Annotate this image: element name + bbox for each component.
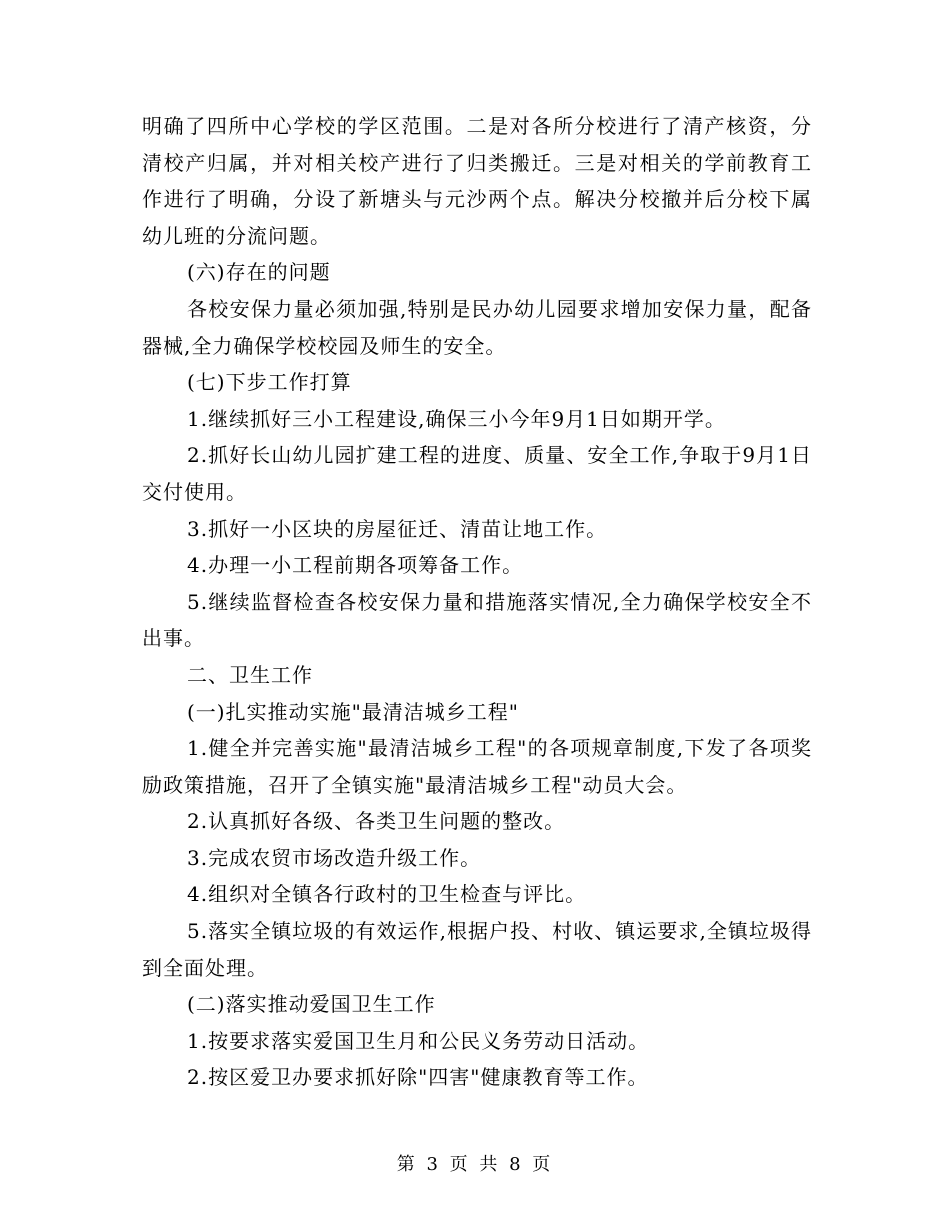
list-item-12: 2.按区爱卫办要求抓好除"四害"健康教育等工作。 [187,1065,649,1090]
list-item-4: 4.办理一小工程前期各项筹备工作。 [187,553,524,578]
subsection-heading-patriotic-health: (二)落实推动爱国卫生工作 [187,992,436,1017]
section-heading-health: 二、卫生工作 [187,662,313,687]
section-heading-issues: (六)存在的问题 [187,260,331,285]
section-heading-next-steps: (七)下步工作打算 [187,370,352,395]
list-item-7: 2.认真抓好各级、各类卫生问题的整改。 [187,809,566,834]
list-item-2: 2.抓好长山幼儿园扩建工程的进度、质量、安全工作,争取于9月1日交付使用。 [142,443,812,504]
list-item-3: 3.抓好一小区块的房屋征迁、清苗让地工作。 [187,516,608,541]
subsection-heading-clean-project: (一)扎实推动实施"最清洁城乡工程" [187,699,520,724]
list-item-9: 4.组织对全镇各行政村的卫生检查与评比。 [187,882,587,907]
document-body [142,108,812,1096]
list-item-6: 1.健全并完善实施"最清洁城乡工程"的各项规章制度,下发了各项奖励政策措施，召开了全镇实施"最清洁城乡工程"动员大会。 [142,736,812,797]
page-number-footer: 第 3 页 共 8 页 [396,1154,554,1175]
list-item-5: 5.继续监督检查各校安保力量和措施落实情况,全力确保学校安全不出事。 [142,589,812,651]
paragraph-3: 各校安保力量必须加强,特别是民办幼儿园要求增加安保力量，配备器械,全力确保学校校园及师生的安全。 [142,296,812,358]
paragraph-1: 明确了四所中心学校的学区范围。二是对各所分校进行了清产核资，分清校产归属，并对相关校产进行了归类搬迁。三是对相关的学前教育工作进行了明确，分设了新塘头与元沙两个点。解决分校撤并后分校下属幼儿班的分流问题。 [142,114,812,248]
list-item-11: 1.按要求落实爱国卫生月和公民义务劳动日活动。 [187,1028,650,1053]
list-item-8: 3.完成农贸市场改造升级工作。 [187,845,482,870]
list-item-1: 1.继续抓好三小工程建设,确保三小今年9月1日如期开学。 [187,406,726,431]
list-item-10: 5.落实全镇垃圾的有效运作,根据户投、村收、镇运要求,全镇垃圾得到全面处理。 [142,919,812,980]
